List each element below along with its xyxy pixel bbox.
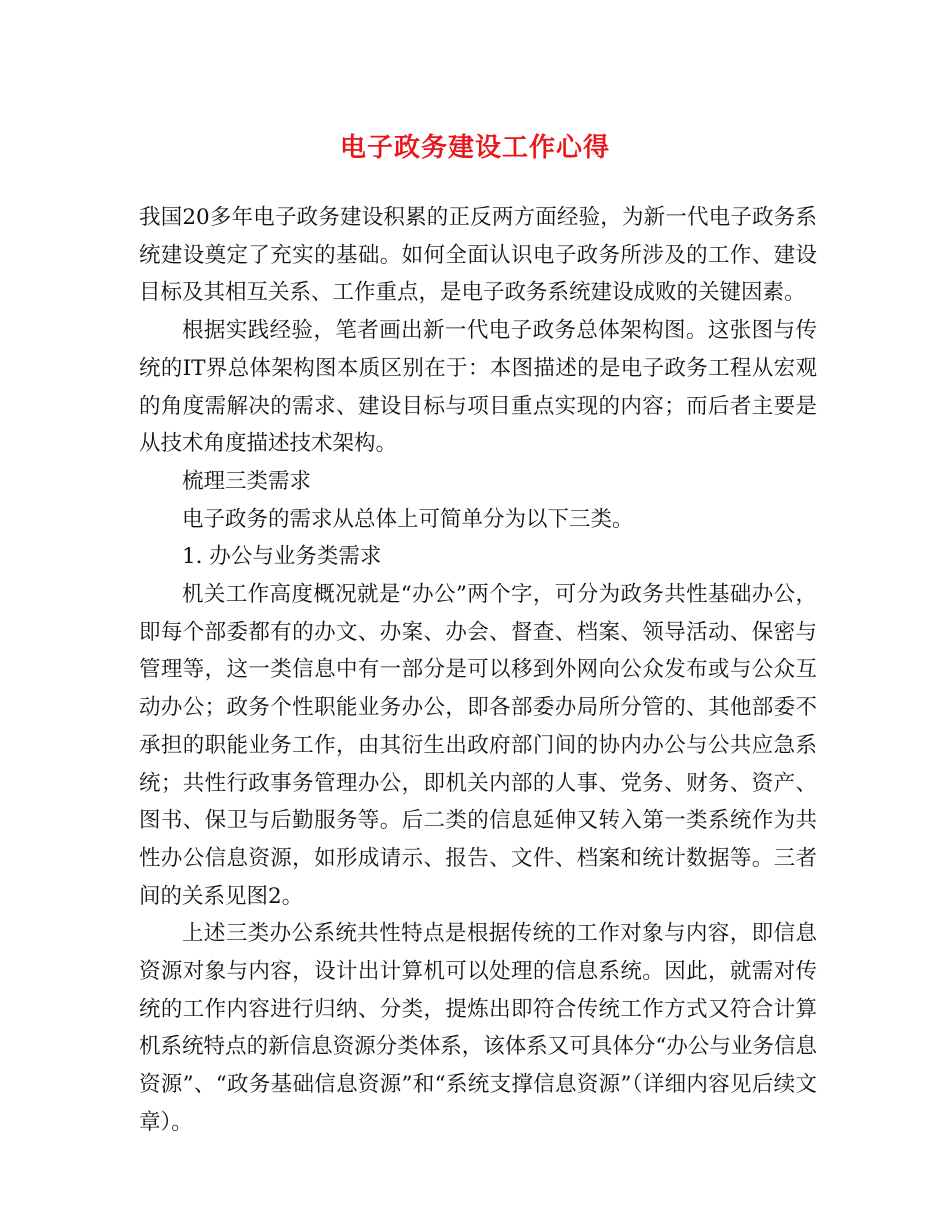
document-title: 电子政务建设工作心得 (339, 133, 610, 163)
paragraph-requirements-overview: 电子政务的需求从总体上可简单分为以下三类。 (182, 506, 634, 532)
paragraph-intro: 我国20多年电子政务建设积累的正反两方面经验，为新一代电子政务系统建设奠定了充实的基础。如何全面认识电子政务所涉及的工作、建设目标及其相互关系、工作重点，是电子政务系统建设成败的关键因素。 (139, 205, 817, 306)
paragraph-architecture: 根据实践经验，笔者画出新一代电子政务总体架构图。这张图与传统的IT界总体架构图本质区别在于：本图描述的是电子政务工程从宏观的角度需解决的需求、建设目标与项目重点实现的内容；而后者主要是从技术角度描述技术架构。 (139, 318, 817, 457)
paragraph-common-features: 上述三类办公系统共性特点是根据传统的工作对象与内容，即信息资源对象与内容，设计出计算机可以处理的信息系统。因此，就需对传统的工作内容进行归纳、分类，提炼出即符合传统工作方式又符合计算机系统特点的新信息资源分类体系，该体系又可具体分“办公与业务信息资源”、“政务基础信息资源”和“系统支撑信息资源”（详细内容见后续文章）。 (139, 921, 817, 1135)
document-body (139, 199, 817, 1142)
paragraph-office-business: 机关工作高度概况就是“办公”两个字，可分为政务共性基础办公，即每个部委都有的办文、办案、办会、督查、档案、领导活动、保密与管理等，这一类信息中有一部分是可以移到外网向公众发布或与公众互动办公；政务个性职能业务办公，即各部委办局所分管的、其他部委不承担的职能业务工作，由其衍生出政府部门间的协内办公与公共应急系统；共性行政事务管理办公，即机关内部的人事、党务、财务、资产、图书、保卫与后勤服务等。后二类的信息延伸又转入第一类系统作为共性办公信息资源，如形成请示、报告、文件、档案和统计数据等。三者间的关系见图2。 (139, 582, 817, 909)
subheading-office-business: 1. 办公与业务类需求 (182, 544, 382, 570)
section-heading-requirements: 梳理三类需求 (182, 468, 312, 494)
